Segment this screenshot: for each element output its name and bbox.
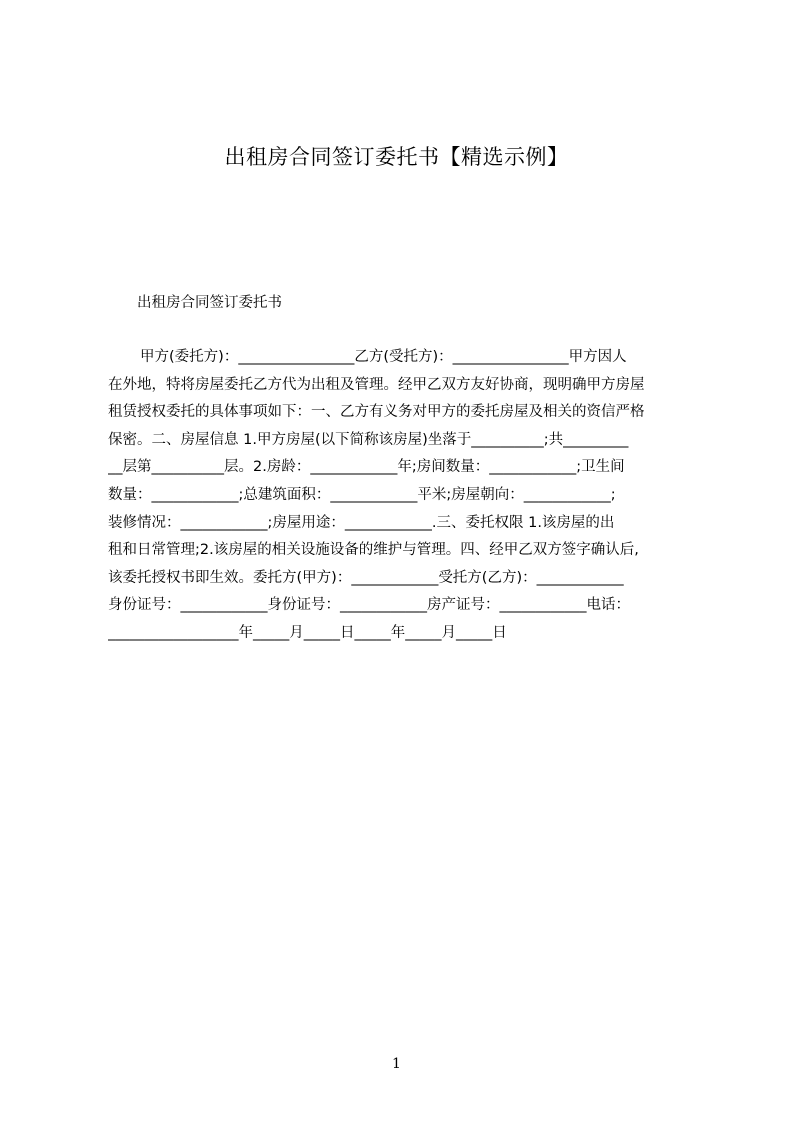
body-line: __层第__________层。2.房龄：____________年;房间数量：____________;卫生间 [108, 459, 625, 476]
body-line: 装修情况：____________;房屋用途：____________.三、委托权限 1.该房屋的出 [108, 514, 615, 531]
document-body [108, 344, 698, 648]
body-line: __________________年_____月_____日_____年_____月_____日 [108, 624, 507, 641]
body-line: 身份证号：____________身份证号：____________房产证号：____________电话： [108, 597, 630, 614]
body-line: 保密。二、房屋信息 1.甲方房屋(以下简称该房屋)坐落于__________;共_________ [108, 431, 629, 448]
document-subtitle: 出租房合同签订委托书 [137, 295, 282, 311]
body-line: 租赁授权委托的具体事项如下：一、乙方有义务对甲方的委托房屋及相关的资信严格 [108, 404, 645, 421]
document-title: 出租房合同签订委托书【精选示例】 [224, 145, 569, 169]
page-number: 1 [392, 1056, 401, 1072]
body-line: 在外地，特将房屋委托乙方代为出租及管理。经甲乙双方友好协商，现明确甲方房屋 [108, 376, 645, 393]
body-line: 数量：____________;总建筑面积：____________平米;房屋朝向：____________; [108, 486, 616, 503]
body-line: 甲方(委托方)：________________乙方(受托方)：________________甲方因人 [140, 349, 627, 365]
body-line: 租和日常管理;2.该房屋的相关设施设备的维护与管理。四、经甲乙双方签字确认后, [108, 542, 639, 559]
body-line: 该委托授权书即生效。委托方(甲方)：____________受托方(乙方)：____________ [108, 569, 624, 586]
